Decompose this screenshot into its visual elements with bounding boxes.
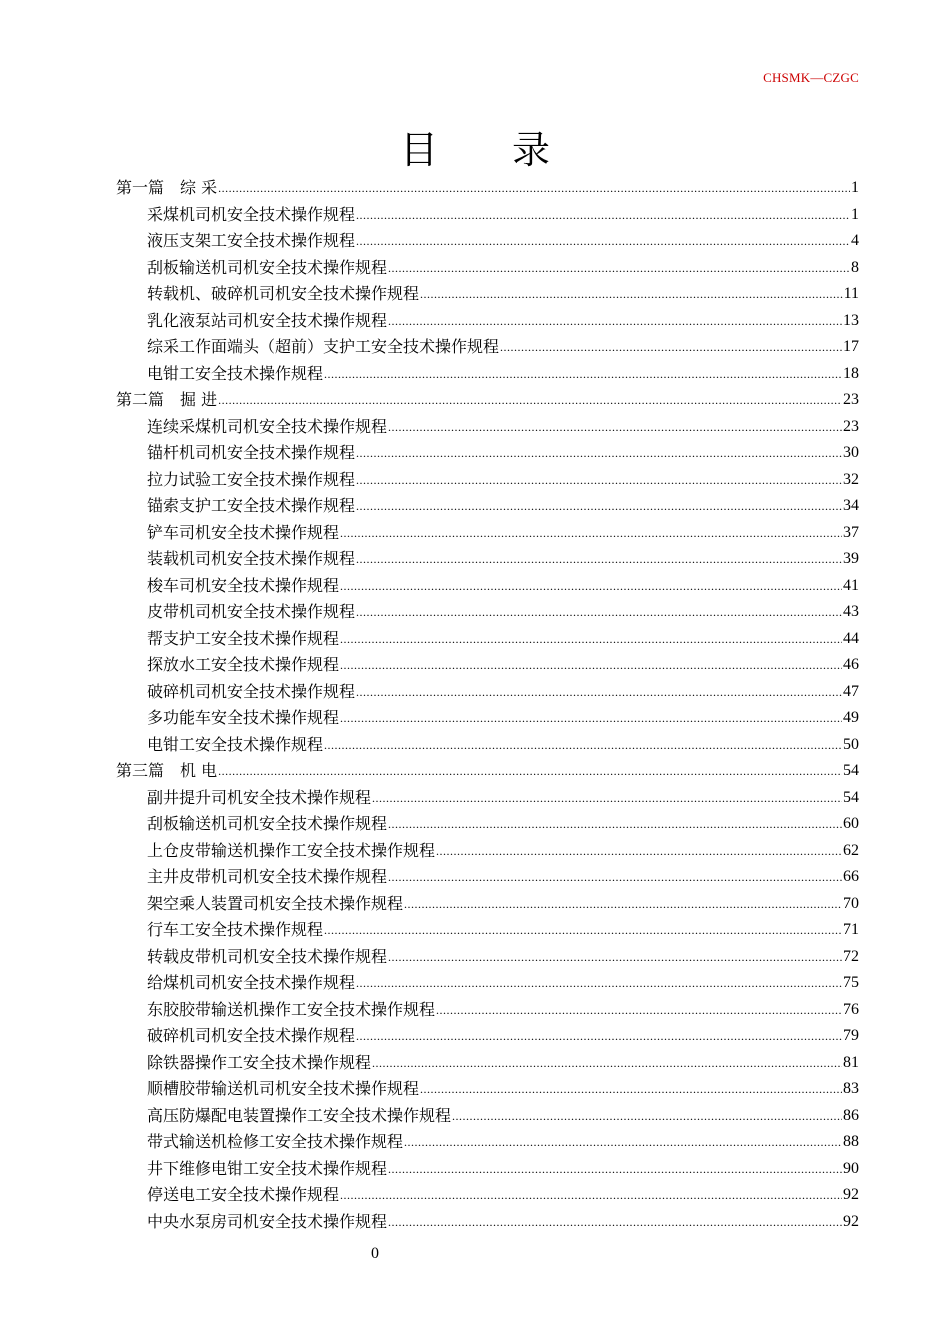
toc-entry[interactable] [116,705,859,732]
toc-entry[interactable] [116,467,859,494]
toc-entry[interactable] [116,997,859,1024]
toc-entry-page: 39 [843,550,859,567]
toc-entry-page: 1 [851,205,859,223]
toc-entry-page: 8 [851,258,859,276]
toc-dot-leader [356,546,842,573]
toc-entry-page: 41 [843,576,859,594]
toc-entry-label: 液压支架工安全技术操作规程 [147,231,356,250]
toc-entry-page: 23 [843,391,859,408]
toc-entry-label: 转载皮带机司机安全技术操作规程 [147,946,388,966]
toc-entry-label: 行车工安全技术操作规程 [147,920,324,939]
toc-dot-leader [500,334,842,361]
toc-entry-label: 乳化液泵站司机安全技术操作规程 [147,310,388,330]
toc-dot-leader [324,361,842,388]
toc-entry-label: 刮板输送机司机安全技术操作规程 [147,257,388,277]
toc-dot-leader [372,785,842,812]
toc-entry[interactable] [116,520,859,547]
toc-entry-label: 东胶胶带输送机操作工安全技术操作规程 [147,999,436,1019]
document-code: CHSMK—CZGC [763,70,859,85]
table-of-contents [116,175,859,1235]
toc-dot-leader [218,387,842,414]
toc-dot-leader [420,281,843,308]
toc-entry[interactable] [116,1182,859,1209]
toc-entry-page: 76 [843,1000,859,1018]
toc-dot-leader [452,1103,842,1130]
toc-entry-page: 50 [843,735,859,753]
toc-dot-leader [356,440,842,467]
toc-entry-page: 30 [843,444,859,461]
toc-entry-page: 66 [843,868,859,885]
toc-dot-leader [356,970,842,997]
toc-dot-leader [388,811,842,838]
toc-entry[interactable] [116,599,859,626]
toc-entry-page: 34 [843,497,859,514]
toc-dot-leader [356,467,842,494]
toc-entry-page: 79 [843,1027,859,1044]
toc-dot-leader [218,175,850,202]
toc-entry-page: 37 [843,523,859,541]
toc-entry[interactable] [116,573,859,600]
toc-entry-label: 电钳工安全技术操作规程 [147,363,324,383]
toc-entry-page: 72 [843,947,859,965]
toc-entry-label: 主井皮带机司机安全技术操作规程 [147,867,388,886]
toc-entry-label: 综采工作面端头（超前）支护工安全技术操作规程 [147,337,500,356]
toc-entry[interactable] [116,1209,859,1236]
toc-entry-label: 第二篇 掘 进 [116,390,218,409]
toc-entry-page: 92 [843,1212,859,1230]
toc-dot-leader [356,228,850,255]
toc-entry[interactable] [116,944,859,971]
toc-entry[interactable] [116,202,859,229]
toc-entry-page: 47 [843,682,859,700]
toc-entry-page: 11 [843,285,859,302]
toc-entry-label: 带式输送机检修工安全技术操作规程 [147,1132,404,1151]
toc-entry[interactable] [116,308,859,335]
toc-entry[interactable] [116,864,859,891]
toc-entry[interactable] [116,414,859,441]
toc-dot-leader [340,573,842,600]
toc-entry-page: 17 [843,338,859,355]
toc-dot-leader [356,493,842,520]
toc-entry-label: 探放水工安全技术操作规程 [147,655,340,674]
toc-entry-page: 49 [843,709,859,726]
toc-dot-leader [388,255,850,282]
toc-dot-leader [388,1209,842,1236]
toc-dot-leader [388,1156,842,1183]
toc-dot-leader [388,414,842,441]
toc-entry[interactable] [116,1023,859,1050]
toc-dot-leader [388,944,842,971]
toc-entry-page: 13 [843,311,859,329]
toc-entry-label: 锚杆机司机安全技术操作规程 [147,443,356,462]
toc-entry-label: 中央水泵房司机安全技术操作规程 [147,1211,388,1231]
toc-entry[interactable] [116,440,859,467]
toc-entry-label: 梭车司机安全技术操作规程 [147,575,340,595]
toc-dot-leader [356,679,842,706]
toc-entry-page: 83 [843,1080,859,1097]
toc-entry[interactable] [116,281,859,308]
toc-entry-page: 90 [843,1159,859,1177]
toc-dot-leader [340,626,842,653]
toc-entry-label: 采煤机司机安全技术操作规程 [147,204,356,224]
toc-entry[interactable] [116,1050,859,1077]
toc-dot-leader [404,1129,842,1156]
toc-entry[interactable] [116,785,859,812]
toc-dot-leader [404,891,842,918]
toc-dot-leader [388,308,842,335]
toc-entry-page: 44 [843,629,859,647]
toc-entry[interactable] [116,546,859,573]
toc-entry-page: 92 [843,1186,859,1203]
toc-entry-label: 铲车司机安全技术操作规程 [147,522,340,542]
toc-entry-label: 锚索支护工安全技术操作规程 [147,496,356,515]
toc-entry-label: 架空乘人装置司机安全技术操作规程 [147,893,404,913]
toc-part-entry[interactable] [116,387,859,414]
toc-entry-label: 电钳工安全技术操作规程 [147,734,324,754]
toc-entry-label: 转载机、破碎机司机安全技术操作规程 [147,284,420,303]
toc-entry-label: 顺槽胶带输送机司机安全技术操作规程 [147,1079,420,1098]
toc-entry-page: 71 [843,921,859,938]
footer-page-number: 0 [371,1245,379,1262]
toc-entry-page: 32 [843,470,859,488]
toc-entry-page: 62 [843,841,859,859]
toc-entry-label: 第三篇 机 电 [116,761,218,780]
toc-entry-label: 给煤机司机安全技术操作规程 [147,973,356,992]
toc-entry-label: 上仓皮带输送机操作工安全技术操作规程 [147,840,436,860]
toc-part-entry[interactable] [116,175,859,202]
toc-entry-label: 多功能车安全技术操作规程 [147,708,340,727]
toc-entry[interactable] [116,838,859,865]
toc-dot-leader [218,758,842,785]
toc-dot-leader [356,202,850,229]
toc-entry-label: 拉力试验工安全技术操作规程 [147,469,356,489]
toc-entry-page: 60 [843,815,859,832]
toc-dot-leader [324,732,842,759]
toc-entry-page: 46 [843,656,859,673]
toc-dot-leader [356,599,842,626]
toc-entry-label: 第一篇 综 采 [116,178,218,197]
toc-dot-leader [436,838,842,865]
toc-entry-label: 帮支护工安全技术操作规程 [147,628,340,648]
toc-dot-leader [356,1023,842,1050]
toc-dot-leader [340,520,842,547]
toc-entry-label: 连续采煤机司机安全技术操作规程 [147,416,388,436]
toc-dot-leader [420,1076,842,1103]
toc-entry-label: 停送电工安全技术操作规程 [147,1185,340,1204]
toc-entry[interactable] [116,732,859,759]
toc-entry[interactable] [116,626,859,653]
toc-entry-label: 破碎机司机安全技术操作规程 [147,1026,356,1045]
toc-entry[interactable] [116,1103,859,1130]
toc-entry-label: 装载机司机安全技术操作规程 [147,549,356,568]
toc-entry[interactable] [116,255,859,282]
toc-entry-page: 70 [843,894,859,912]
toc-entry[interactable] [116,652,859,679]
toc-dot-leader [340,652,842,679]
toc-part-entry[interactable] [116,758,859,785]
toc-entry-page: 23 [843,417,859,435]
toc-entry-label: 皮带机司机安全技术操作规程 [147,602,356,621]
toc-dot-leader [372,1050,842,1077]
toc-entry[interactable] [116,917,859,944]
toc-entry-page: 18 [843,364,859,382]
toc-entry-label: 刮板输送机司机安全技术操作规程 [147,814,388,833]
toc-entry[interactable] [116,361,859,388]
toc-entry[interactable] [116,228,859,255]
toc-entry[interactable] [116,970,859,997]
toc-entry[interactable] [116,1156,859,1183]
toc-dot-leader [388,864,842,891]
toc-entry-page: 1 [851,179,859,196]
page-title: 目录 [399,128,624,172]
toc-dot-leader [340,1182,842,1209]
toc-entry-page: 43 [843,603,859,620]
toc-entry-page: 81 [843,1053,859,1071]
toc-entry[interactable] [116,811,859,838]
toc-entry[interactable] [116,1076,859,1103]
toc-entry-page: 54 [843,762,859,779]
toc-entry-label: 井下维修电钳工安全技术操作规程 [147,1158,388,1178]
toc-dot-leader [340,705,842,732]
toc-entry-label: 破碎机司机安全技术操作规程 [147,681,356,701]
toc-entry[interactable] [116,334,859,361]
toc-entry-label: 高压防爆配电装置操作工安全技术操作规程 [147,1105,452,1125]
toc-entry[interactable] [116,679,859,706]
toc-entry-page: 4 [851,232,859,249]
toc-entry-label: 副井提升司机安全技术操作规程 [147,787,372,807]
toc-entry[interactable] [116,493,859,520]
toc-dot-leader [436,997,842,1024]
toc-entry-page: 86 [843,1106,859,1124]
toc-entry-label: 除铁器操作工安全技术操作规程 [147,1052,372,1072]
toc-entry[interactable] [116,891,859,918]
toc-entry[interactable] [116,1129,859,1156]
toc-entry-page: 54 [843,788,859,806]
toc-entry-page: 75 [843,974,859,991]
toc-dot-leader [324,917,842,944]
toc-entry-page: 88 [843,1133,859,1150]
